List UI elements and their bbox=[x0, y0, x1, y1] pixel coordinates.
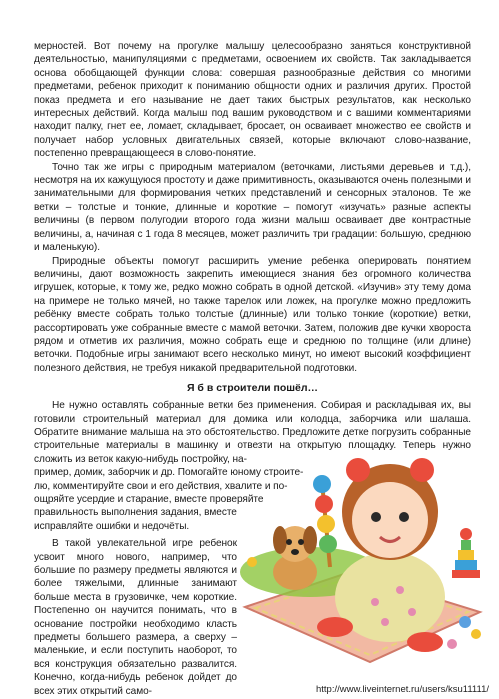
section-paragraph-wide: Не нужно оставлять собранные ветки без применения. Собирая и раскладывая их, вы готовили строительный материал для домика или колодца, заборчика или шалаша. Обратите внимание малыша на это обстоятельство. Предложите детке погрузить собранные строительные материалы в машинку и отвезти на открытую площадку. Теперь нужно сложить из веток какую-нибудь постройку, на- bbox=[34, 400, 471, 465]
section-line: пример, домик, заборчик и др. Помогайте юному строите- bbox=[34, 467, 304, 479]
paragraph-3: Природные объекты помогут расширить умение ребенка оперировать понятием величины, дают возможность закрепить имеющиеся знания без огромного количества игрушек, которые, к тому же, редко можно собрать в одной детской. «Изучив» эту тему дома на примере не только мячей, но также тарелок или ложек, на прогулке можно предложить ребёнку вместе собрать только толстые (длинные) или только тонкие (короткие) ветки, рассортировать уже собранные вместе с мамой веточки. Затем, положив две кучки хворостa рядом и отметив их различия, можно собрать еще и среднюю по толщине (или длине) веточки. Подобные игры занимают всего несколько минут, но имеют высокий коэффициент полезного действия, не требуя никакой предварительной подготовки. bbox=[34, 255, 471, 374]
section-line: лю, комментируйте свои и его действия, хвалите и по- bbox=[34, 480, 288, 492]
last-paragraph: В такой увлекательной игре ребенок усвоит много нового, например, что большие по размеру предметы являются и более тяжелыми, длинные занимают больше места в грузовичке, чем короткие. Постепенно он научится понимать, что в основание постройки необходимо класть предметы большего размера, а сверху – маленькие, и если поступить наоборот, то вся конструкция обязательно развалится. Конечно, когда-нибудь ребенок дойдет до всех этих открытий само- bbox=[34, 538, 237, 697]
section-line: ощряйте усердие и старание, вместе проверяйте bbox=[34, 494, 264, 505]
stacking-toy-icon bbox=[452, 528, 480, 578]
girl-with-toys-illustration bbox=[240, 422, 485, 667]
paragraph-2: Точно так же игры с природным материалом (веточками, листьями деревьев и т.д.), несмотря на их кажущуюся простоту и даже примитивность, оказываются очень полезными и занимательными для формирования четких представлений и сенсорных эталонов. Те же ветки – толстые и тонкие, длинные и короткие – помогут «изучать» разные аспекты величины (в первом полугодии второго года жизни малыш осваивает две контрастные величины, а, начиная с 1 года 8 месяцев, может различить три градации: большую, среднюю и маленькую). bbox=[34, 161, 471, 254]
watermark-url: http://www.liveinternet.ru/users/ksu11111/ bbox=[315, 684, 489, 695]
paragraph-1: мерностей. Вот почему на прогулке малышу целесообразно заняться конструктивной деятельностью, манипуляциями с предметами, освоением их свойств. Так закладывается основа обобщающей функции слова: совершая разнообразные действия со многими предметами, ребенок приходит к пониманию общности одних и различия других. Простой показ предмета и его называние не дает таких быстрых результатов, как несколько интересных действий. Когда малыш под вашим руководством и с вашими комментариями находит палку, гнет ее, ломает, складывает, бросает, он осваивает множество ее свойств и получает набор условных двигательных связей, которые включают слово-название, постепенно превращающееся в слово-понятие. bbox=[34, 41, 471, 160]
section-heading: Я б в строители пошёл… bbox=[186, 382, 319, 395]
section-line: правильность выполнения задания, вместе bbox=[34, 507, 237, 519]
section-line: исправляйте ошибки и недочёты. bbox=[34, 520, 190, 532]
